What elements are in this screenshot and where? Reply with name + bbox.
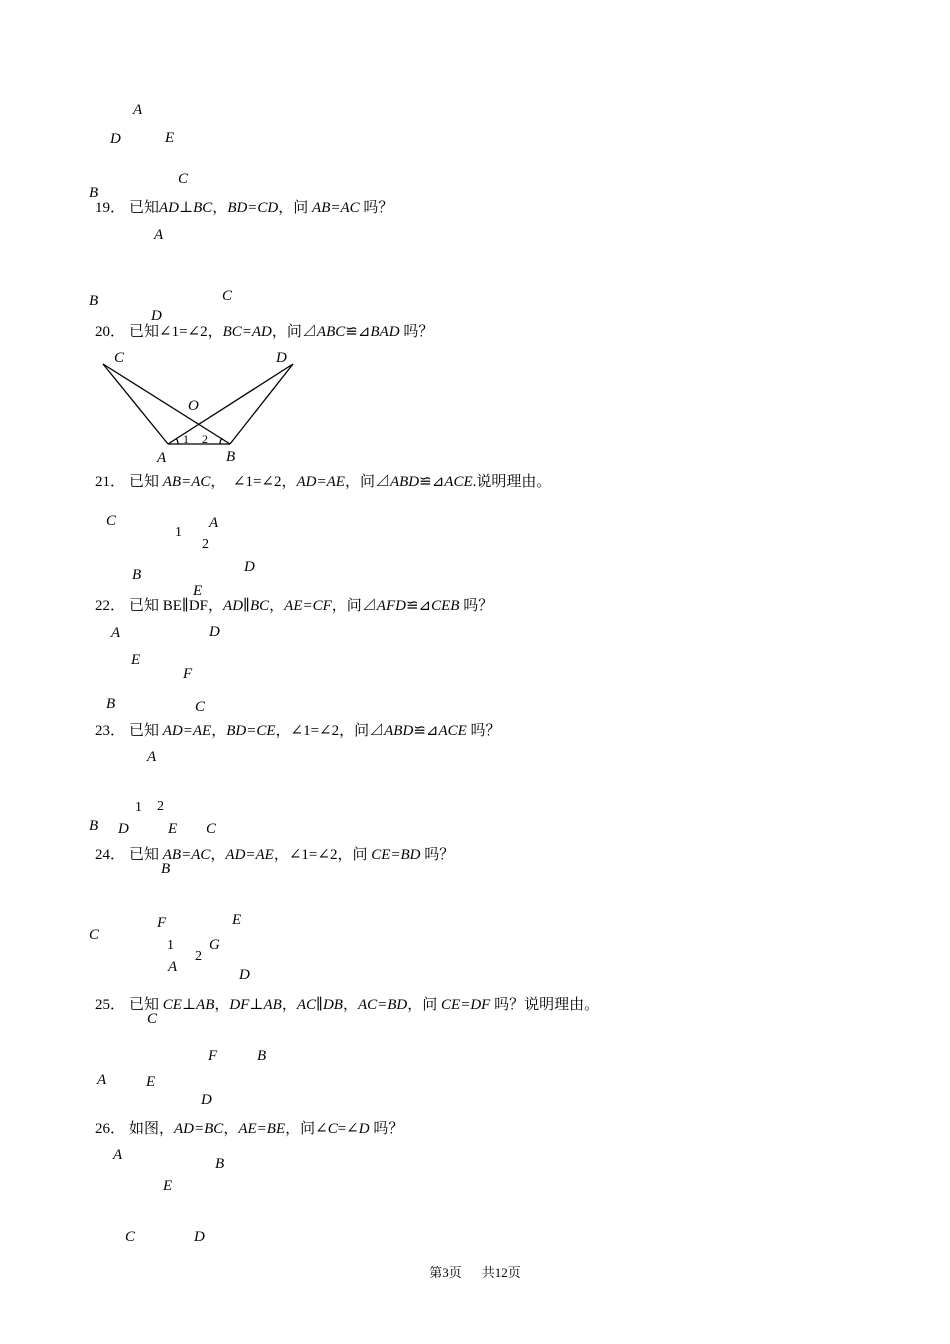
- angle-label: 1: [135, 800, 142, 815]
- question-text: 吗？说明理由。: [490, 997, 600, 1013]
- point-label: D: [201, 1092, 212, 1108]
- point-label: F: [183, 666, 193, 682]
- question-text: 已知: [129, 723, 163, 739]
- point-label: C: [114, 350, 125, 366]
- point-label: E: [146, 1074, 156, 1090]
- angle-label: 1: [183, 432, 189, 446]
- question-text: DF: [229, 997, 250, 1013]
- point-label: B: [89, 293, 99, 309]
- point-label: D: [209, 624, 220, 640]
- question-text: ，问⊿: [271, 324, 317, 340]
- question-text: BC: [249, 598, 270, 614]
- question-text: ≌⊿: [405, 598, 432, 614]
- question-21: [95, 473, 551, 491]
- question-22: [95, 597, 493, 615]
- point-label: B: [89, 185, 99, 201]
- segment-DB: [230, 364, 293, 444]
- point-label: O: [188, 398, 199, 414]
- question-text: AD: [223, 598, 244, 614]
- question-text: 吗？: [466, 723, 501, 739]
- question-text: ⊥: [179, 200, 194, 216]
- point-label: B: [132, 567, 142, 583]
- question-text: 已知: [129, 997, 163, 1013]
- point-label: D: [118, 821, 129, 837]
- point-label: A: [147, 749, 157, 765]
- question-text: D: [358, 1121, 370, 1137]
- point-label: A: [157, 450, 167, 466]
- question-24: [95, 846, 454, 864]
- point-label: C: [178, 171, 189, 187]
- point-label: C: [106, 513, 117, 529]
- question-text: DB: [322, 997, 343, 1013]
- question-text: BD=CD: [227, 200, 279, 216]
- question-text: ，: [269, 598, 285, 614]
- question-text: ，: [212, 200, 228, 216]
- question-text: ，问⊿: [331, 598, 377, 614]
- question-text: AD=AE: [225, 847, 274, 863]
- question-number: 20．: [95, 324, 126, 340]
- point-label: C: [125, 1229, 136, 1245]
- question-text: ⊥: [249, 997, 264, 1013]
- question-text: ， ∠1=∠2，: [210, 474, 297, 490]
- point-label: A: [133, 102, 143, 118]
- question-23: [95, 722, 501, 740]
- question-text: AB=AC: [162, 474, 211, 490]
- question-text: ，∠1=∠2，问⊿: [275, 723, 385, 739]
- point-label: B: [89, 818, 99, 834]
- question-text: ACE: [444, 474, 473, 490]
- question-text: AE=CF: [284, 598, 332, 614]
- question-text: C: [327, 1121, 338, 1137]
- point-label: D: [276, 350, 287, 366]
- question-text: 吗？: [399, 324, 434, 340]
- question-text: AD=AE: [296, 474, 345, 490]
- point-label: F: [157, 915, 167, 931]
- question-text: 已知: [129, 847, 163, 863]
- point-label: F: [208, 1048, 218, 1064]
- page-number: 第3页: [429, 1265, 462, 1280]
- question-text: AD=AE: [162, 723, 212, 739]
- point-label: C: [195, 699, 206, 715]
- question-number: 21．: [95, 474, 126, 490]
- point-label: G: [209, 937, 220, 953]
- question-text: AD=BC: [174, 1121, 224, 1137]
- question-text: 已知∠1=∠2，: [129, 324, 223, 340]
- question-text: ，: [210, 847, 226, 863]
- question-text: ，问∠: [285, 1121, 328, 1137]
- question-text: ，问: [407, 997, 442, 1013]
- question-text: ，: [342, 997, 358, 1013]
- point-label: A: [111, 625, 121, 641]
- question-text: CE: [162, 997, 182, 1013]
- point-label: A: [168, 959, 178, 975]
- point-label: E: [193, 583, 203, 599]
- question-text: ≌⊿: [419, 474, 445, 490]
- question-number: 25．: [95, 997, 126, 1013]
- page-footer: [0, 1262, 950, 1281]
- angle-label: 2: [157, 799, 164, 814]
- angle-label: 2: [202, 537, 209, 552]
- point-label: B: [161, 861, 171, 877]
- question-text: ABD: [384, 723, 414, 739]
- question-number: 26．: [95, 1121, 126, 1137]
- question-text: ，: [211, 723, 227, 739]
- question-text: AE=BE: [238, 1121, 286, 1137]
- angle-label: 1: [175, 525, 182, 540]
- question-text: ，: [281, 997, 297, 1013]
- question-text: ⊥: [181, 997, 197, 1013]
- point-label: D: [239, 967, 250, 983]
- question-text: BD=CE: [226, 723, 276, 739]
- question-text: ，: [214, 997, 230, 1013]
- question-text: ≌⊿: [413, 723, 439, 739]
- angle-label: 1: [167, 938, 174, 953]
- question-text: 吗？: [359, 200, 394, 216]
- question-number: 23．: [95, 723, 126, 739]
- question-text: CE=BD: [371, 847, 421, 863]
- question-text: ∥: [316, 997, 323, 1013]
- point-label: B: [215, 1156, 225, 1172]
- point-label: B: [257, 1048, 267, 1064]
- question-text: 如图，: [129, 1121, 175, 1137]
- point-label: E: [168, 821, 178, 837]
- point-label: C: [222, 288, 233, 304]
- point-label: D: [194, 1229, 205, 1245]
- segment-CA: [103, 364, 168, 444]
- question-text: AB: [263, 997, 282, 1013]
- question-number: 24．: [95, 847, 126, 863]
- question-text: ，: [223, 1121, 239, 1137]
- question-text: AC=BD: [357, 997, 408, 1013]
- question-text: 吗？: [369, 1121, 404, 1137]
- question-text: 已知 BE∥DF，: [129, 598, 224, 614]
- question-text: ABC: [316, 324, 346, 340]
- question-text: ∥: [243, 598, 250, 614]
- question-number: 19．: [95, 200, 126, 216]
- question-text: 已知: [129, 200, 160, 216]
- question-text: BC=AD: [222, 324, 272, 340]
- question-text: CEB: [431, 598, 460, 614]
- question-text: BAD: [370, 324, 400, 340]
- question-text: CE=DF: [441, 997, 491, 1013]
- segment-CB: [103, 364, 230, 444]
- question-text: 已知: [129, 474, 163, 490]
- question-text: AB=AC: [312, 200, 360, 216]
- question-text: ，∠1=∠2，问: [273, 847, 372, 863]
- question-text: AB: [196, 997, 215, 1013]
- question-text: .说明理由。: [472, 474, 552, 490]
- point-label: D: [244, 559, 255, 575]
- point-label: E: [163, 1178, 173, 1194]
- point-label: A: [97, 1072, 107, 1088]
- question-text: BC: [193, 200, 213, 216]
- page-total: 共12页: [481, 1265, 521, 1280]
- point-label: A: [113, 1147, 123, 1163]
- question-text: ≌⊿: [345, 324, 371, 340]
- point-label: A: [209, 515, 219, 531]
- question-text: ACE: [438, 723, 467, 739]
- question-text: 吗？: [420, 847, 455, 863]
- angle-arc-1: [176, 438, 178, 444]
- point-label: D: [110, 131, 121, 147]
- point-label: B: [106, 696, 116, 712]
- angle-label: 2: [202, 432, 208, 446]
- question-number: 22．: [95, 598, 126, 614]
- angle-arc-2: [220, 438, 222, 444]
- question-text: ，问⊿: [344, 474, 390, 490]
- point-label: B: [226, 449, 236, 465]
- question-text: ABD: [389, 474, 420, 490]
- angle-label: 2: [195, 949, 202, 964]
- point-label: C: [206, 821, 217, 837]
- question-text: AFD: [376, 598, 406, 614]
- question-text: =∠: [337, 1121, 359, 1137]
- point-label: D: [151, 308, 162, 324]
- point-label: E: [232, 912, 242, 928]
- question-text: ，问: [278, 200, 313, 216]
- question-text: 吗？: [459, 598, 494, 614]
- question-26: [95, 1120, 403, 1138]
- question-text: AD: [159, 200, 180, 216]
- question-text: AC: [296, 997, 317, 1013]
- point-label: E: [165, 130, 175, 146]
- point-label: C: [147, 1011, 158, 1027]
- question-text: AB=AC: [162, 847, 211, 863]
- question-25: [95, 996, 599, 1014]
- point-label: C: [89, 927, 100, 943]
- point-label: E: [131, 652, 141, 668]
- point-label: A: [154, 227, 164, 243]
